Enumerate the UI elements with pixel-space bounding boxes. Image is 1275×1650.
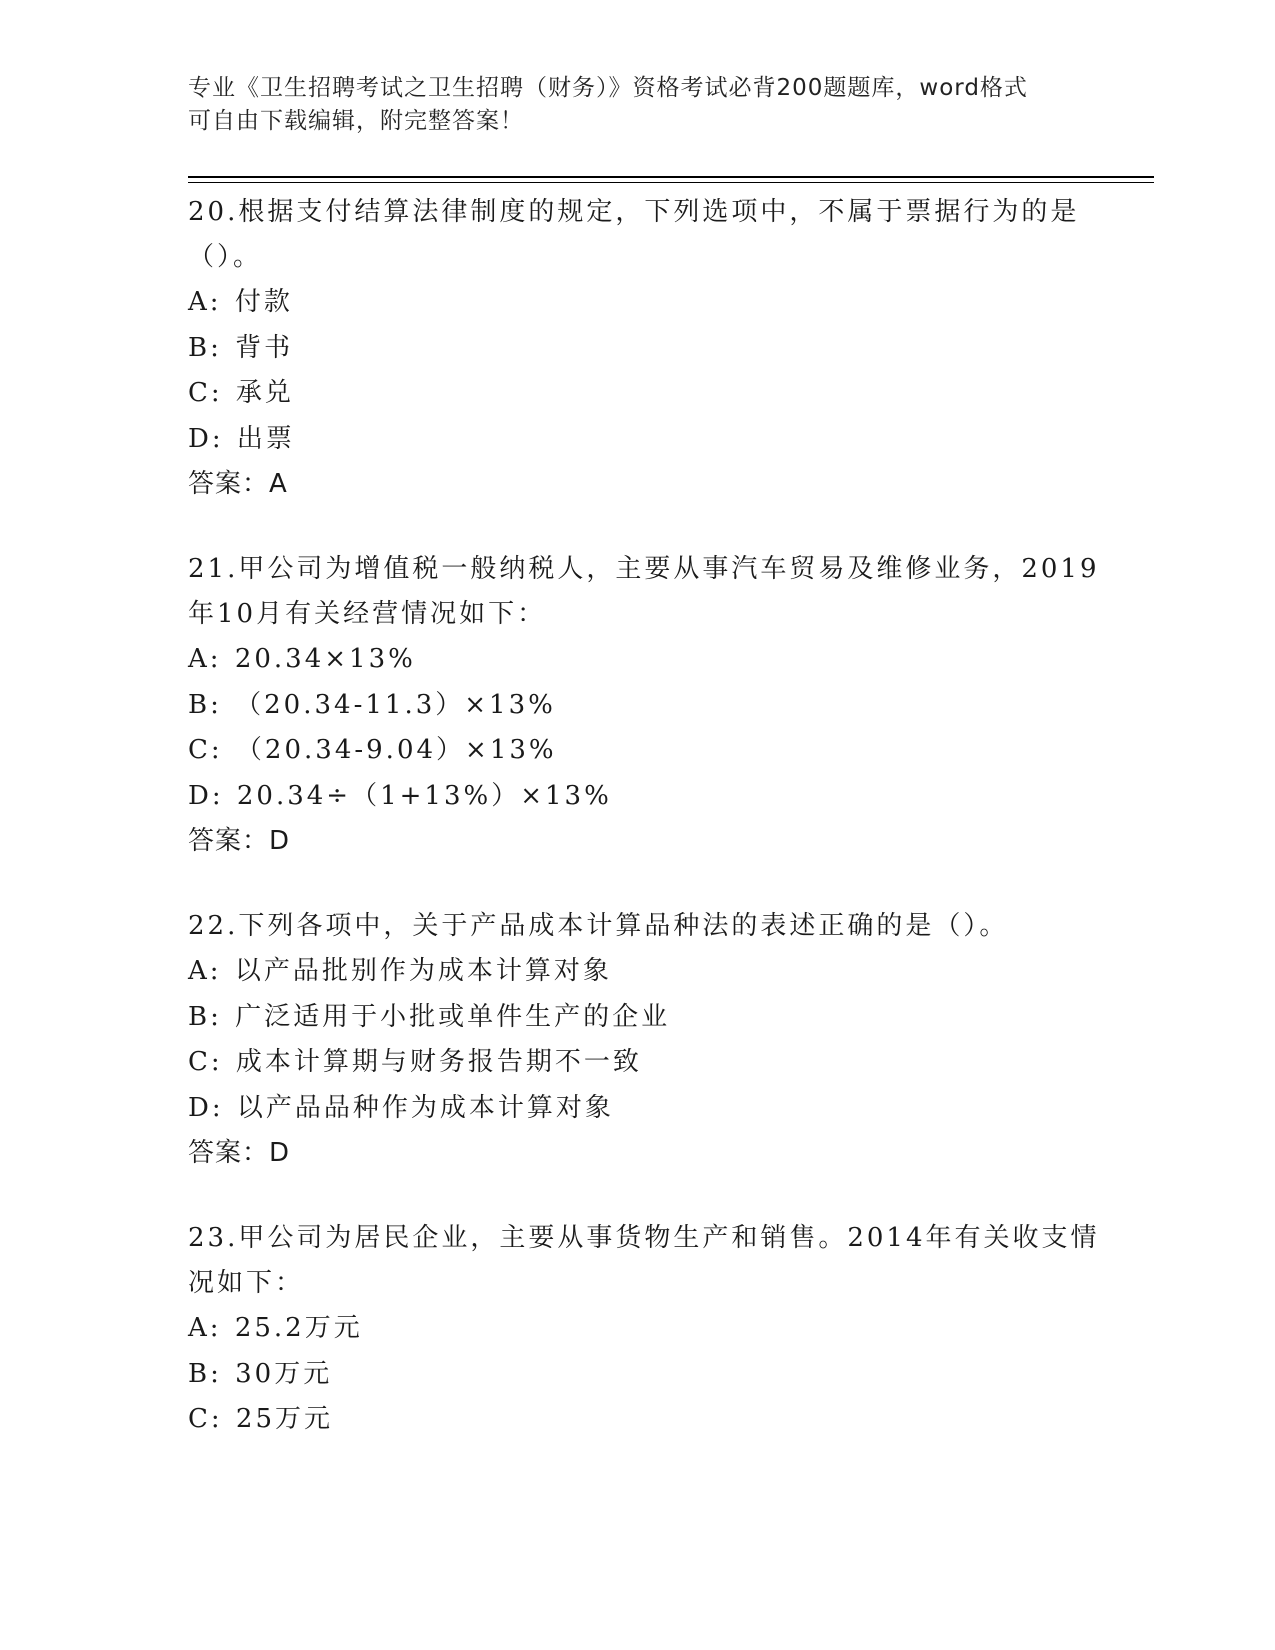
option-c (188, 1040, 1088, 1086)
option-text: 以产品批别作为成本计算对象 (234, 956, 612, 986)
option-text: 广泛适用于小批或单件生产的企业 (235, 1001, 671, 1032)
option-text: 以产品品种作为成本计算对象 (236, 1092, 614, 1123)
option-text: （20.34-9.04）×13% (235, 735, 557, 765)
answer-label: 答案： (188, 469, 270, 499)
question-item (188, 547, 1100, 864)
option-letter: B: (188, 332, 222, 363)
option-text: （20.34-11.3）×13% (235, 689, 556, 720)
option-a (188, 637, 1088, 683)
option-text: 25万元 (235, 1404, 334, 1434)
header-divider-thin (188, 182, 1154, 183)
question-stem-line: 年10月有关经营情况如下： (188, 599, 547, 629)
option-b (188, 326, 1088, 372)
option-text: 30万元 (235, 1358, 333, 1389)
option-c (188, 371, 1088, 417)
question-stem-line: （）。 (188, 242, 263, 272)
question-stem-line: 22.下列各项中，关于产品成本计算品种法的表述正确的是（）。 (188, 911, 1009, 941)
header-divider-thick (188, 176, 1154, 178)
option-letter: B: (188, 1358, 222, 1389)
option-letter: C: (188, 735, 223, 765)
option-text: 付款 (234, 287, 293, 317)
question-item (188, 1216, 1100, 1443)
option-letter: A: (188, 287, 222, 317)
option-a (188, 1306, 1088, 1352)
option-c (188, 1397, 1088, 1443)
option-letter: A: (188, 644, 222, 674)
question-stem-line: 况如下： (188, 1268, 305, 1298)
option-text: 成本计算期与财务报告期不一致 (235, 1047, 642, 1077)
option-letter: D: (188, 423, 224, 454)
option-letter: C: (188, 1047, 223, 1077)
option-letter: A: (188, 1313, 222, 1343)
answer-label: 答案： (188, 826, 270, 856)
option-letter: C: (188, 378, 223, 408)
option-a (188, 280, 1088, 326)
question-stem (188, 1216, 1100, 1306)
option-letter: D: (188, 780, 224, 811)
option-text: 20.34×13% (234, 644, 416, 674)
option-letter: C: (188, 1404, 223, 1434)
question-stem-line: 23.甲公司为居民企业，主要从事货物生产和销售。2014年有关收支情 (188, 1223, 1100, 1253)
option-d (188, 774, 1088, 820)
document-header (188, 72, 1088, 138)
option-letter: B: (188, 1001, 222, 1032)
option-text: 背书 (235, 332, 294, 363)
option-letter: A: (188, 956, 222, 986)
answer-value: D (269, 826, 291, 856)
option-text: 出票 (236, 423, 295, 454)
answer-value: A (269, 469, 288, 499)
option-d (188, 417, 1088, 463)
question-stem (188, 547, 1100, 637)
question-list (188, 190, 1100, 1483)
option-text: 25.2万元 (234, 1313, 363, 1343)
answer-line (188, 819, 1088, 864)
option-letter: B: (188, 689, 222, 720)
option-b (188, 995, 1088, 1041)
question-item (188, 190, 1088, 507)
option-text: 承兑 (235, 378, 294, 408)
option-a (188, 949, 1088, 995)
question-stem (188, 190, 1088, 280)
question-item (188, 904, 1088, 1176)
answer-value: D (269, 1138, 291, 1168)
answer-label: 答案： (188, 1138, 270, 1168)
question-stem-line: 21.甲公司为增值税一般纳税人，主要从事汽车贸易及维修业务，2019 (188, 554, 1100, 584)
header-line: 可自由下载编辑，附完整答案！ (188, 108, 524, 134)
option-d (188, 1086, 1088, 1132)
answer-line (188, 1131, 1088, 1176)
question-stem (188, 904, 1088, 949)
option-c (188, 728, 1088, 774)
option-b (188, 1352, 1088, 1398)
option-letter: D: (188, 1092, 224, 1123)
option-text: 20.34÷（1+13%）×13% (236, 780, 612, 811)
header-line: 专业《卫生招聘考试之卫生招聘（财务）》资格考试必背200题题库，word格式 (188, 75, 1028, 101)
question-stem-line: 20.根据支付结算法律制度的规定，下列选项中，不属于票据行为的是 (188, 197, 1080, 227)
answer-line (188, 462, 1088, 507)
option-b (188, 683, 1088, 729)
